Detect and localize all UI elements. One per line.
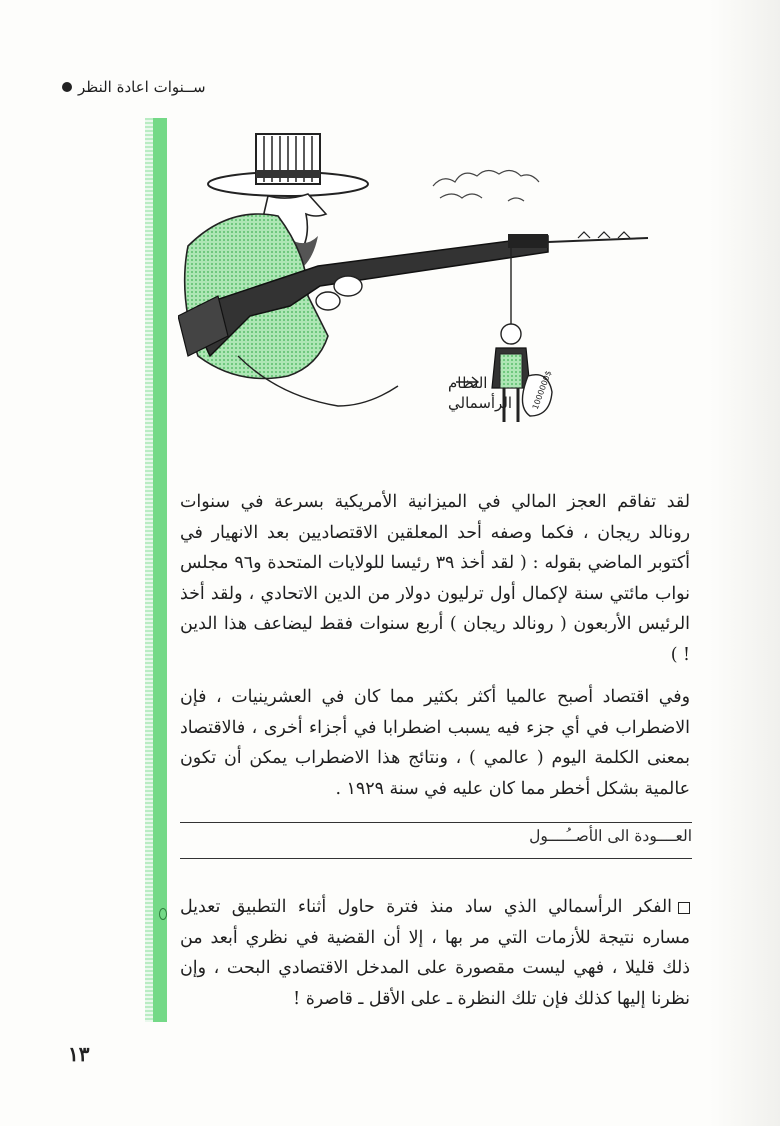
paragraph-3-text: الفكر الرأسمالي الذي ساد منذ فترة حاول أثناء التطبيق تعديل مساره نتيجة للأزمات التي مر بها ، إلا أن القضية في نظري أبعد من ذلك قليلا ، فهي ليست مقصورة على المدخل الاقتصادي البحت ، وإن نظرنا إليها كذلك فإن تلك النظرة ـ على الأقل ـ قاصرة ! (180, 897, 690, 1009)
running-header (62, 78, 206, 96)
paragraph-3 (180, 892, 690, 1014)
money-bag-label: 1000000$ (530, 369, 554, 411)
top-hat-icon (208, 134, 368, 196)
paragraph-2-text: وفي اقتصاد أصبح عالميا أكثر بكثير مما كان في العشرينيات ، فإن الاضطراب في أي جزء فيه يسبب اضطرابا في أجزاء أخرى ، فالاقتصاد بمعنى الكلمة اليوم ( عالمي ) ، ونتائج هذا الاضطراب يمكن أن تكون عالمية بشكل أخطر مما كان عليه في سنة ١٩٢٩ . (180, 687, 690, 799)
square-bullet-icon (678, 902, 690, 914)
paragraph-1-text: لقد تفاقم العجز المالي في الميزانية الأمريكية بسرعة في سنوات رونالد ريجان ، فكما وصفه أحد المعلقين الاقتصاديين بعد الانهيار في أكتوبر الماضي بقوله : ( لقد أخذ ٣٩ رئيسا للولايات المتحدة و٩٦ مجلس نواب مائتي سنة لإكمال أول ترليون دولار من الدين الاتحادي ، ولقد أخذ الرئيس الأربعون ( رونالد ريجان ) أربع سنوات فقط ليضاعف هذا الدين ! ) (180, 492, 690, 665)
uncle-sam-rifle-cartoon (178, 126, 676, 446)
running-header-title: ســنوات اعادة النظر (78, 78, 206, 96)
label-line-1: النظام (448, 374, 488, 392)
paragraph-1 (180, 487, 690, 670)
page-number: ١٣ (68, 1042, 90, 1066)
section-rule-bottom (180, 858, 692, 859)
bullet-dot-icon (62, 82, 72, 92)
section-rule-top (180, 822, 692, 823)
paragraph-3-container (180, 892, 690, 1014)
section-heading: العــــودة الى الأصــُــــول (529, 827, 692, 845)
margin-mark (159, 908, 167, 920)
paragraph-2 (180, 682, 690, 804)
smoke-scribble-icon (433, 170, 539, 201)
green-margin-bar-texture (145, 118, 153, 1022)
label-line-2: الرأسمالي (448, 394, 513, 412)
page-edge-shadow (710, 0, 780, 1126)
